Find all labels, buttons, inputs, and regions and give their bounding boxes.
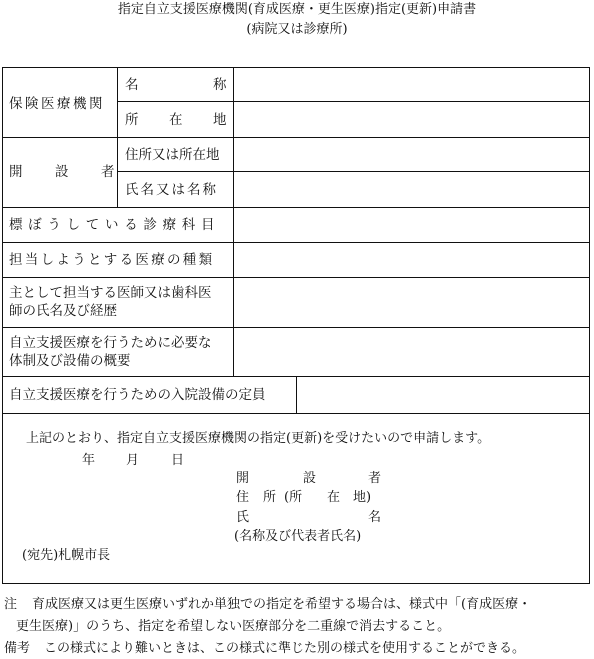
form-subtitle: (病院又は診療所) xyxy=(246,22,348,37)
name-sign-b: 名 xyxy=(368,510,382,525)
care-type-label: 担当しようとする医療の種類 xyxy=(9,252,215,268)
col-divider xyxy=(296,376,297,413)
name-label-a: 名 xyxy=(125,77,139,93)
note-line-2: 更生医療)」のうち、指定を希望しない医療部分を二重線で消去すること。 xyxy=(16,619,451,634)
address-sign-d: 在 xyxy=(327,490,341,505)
row-divider xyxy=(2,327,590,328)
beds-label: 自立支援医療を行うための入院設備の定員 xyxy=(9,387,266,403)
declaration-statement: 上記のとおり、指定自立支援医療機関の指定(更新)を受けたいので申請します。 xyxy=(26,431,491,446)
location-label-a: 所 xyxy=(125,112,139,128)
row-divider xyxy=(2,137,590,138)
row-divider xyxy=(2,277,590,278)
founder-sign-a: 開 xyxy=(236,471,250,486)
row-divider xyxy=(117,171,590,172)
department-label: 標ぼうしている診療科目 xyxy=(9,217,221,233)
row-divider xyxy=(2,207,590,208)
application-form-box xyxy=(2,67,590,584)
remark-text: この様式により難いときは、この様式に準じた別の様式を使用することができる。 xyxy=(44,641,526,656)
note-label: 注 xyxy=(4,597,18,612)
name-sign-note: (名称及び代表者氏名) xyxy=(234,529,362,544)
row-divider xyxy=(2,413,590,414)
date-month: 月 xyxy=(126,453,140,468)
location-label-c: 地 xyxy=(213,112,227,128)
address-label: 住所又は所在地 xyxy=(125,147,220,163)
founder-sign-b: 設 xyxy=(303,471,317,486)
address-sign-b: 所 xyxy=(263,490,277,505)
fullname-label: 氏名又は名称 xyxy=(125,182,218,198)
address-sign-a: 住 xyxy=(236,490,250,505)
form-title: 指定自立支援医療機関(育成医療・更生医療)指定(更新)申請書 xyxy=(117,2,477,17)
note-line-1: 育成医療又は更生医療いずれか単独での指定を希望する場合は、様式中「(育成医療・ xyxy=(32,597,532,612)
date-year: 年 xyxy=(82,453,96,468)
founder-sign-c: 者 xyxy=(368,471,382,486)
location-label-b: 在 xyxy=(169,112,183,128)
name-sign-a: 氏 xyxy=(236,510,250,525)
col-divider xyxy=(233,67,234,376)
name-label-b: 称 xyxy=(213,77,227,93)
address-sign-c: (所 xyxy=(284,490,303,505)
remark-label: 備考 xyxy=(4,641,31,656)
founder-label-a: 開 xyxy=(9,164,23,180)
doctor-label-line1: 主として担当する医師又は歯科医 xyxy=(9,285,212,301)
row-divider xyxy=(2,242,590,243)
col-divider xyxy=(117,67,118,207)
addressee: (宛先)札幌市長 xyxy=(22,548,111,563)
row-divider xyxy=(117,101,590,102)
address-sign-e: 地) xyxy=(353,490,372,505)
system-label-line1: 自立支援医療を行うために必要な xyxy=(9,335,212,351)
founder-label-b: 設 xyxy=(55,164,69,180)
hospital-label: 保険医療機関 xyxy=(9,96,105,112)
date-day: 日 xyxy=(171,453,185,468)
system-label-line2: 体制及び設備の概要 xyxy=(9,353,131,369)
founder-label-c: 者 xyxy=(101,164,115,180)
doctor-label-line2: 師の氏名及び経歴 xyxy=(9,303,117,319)
